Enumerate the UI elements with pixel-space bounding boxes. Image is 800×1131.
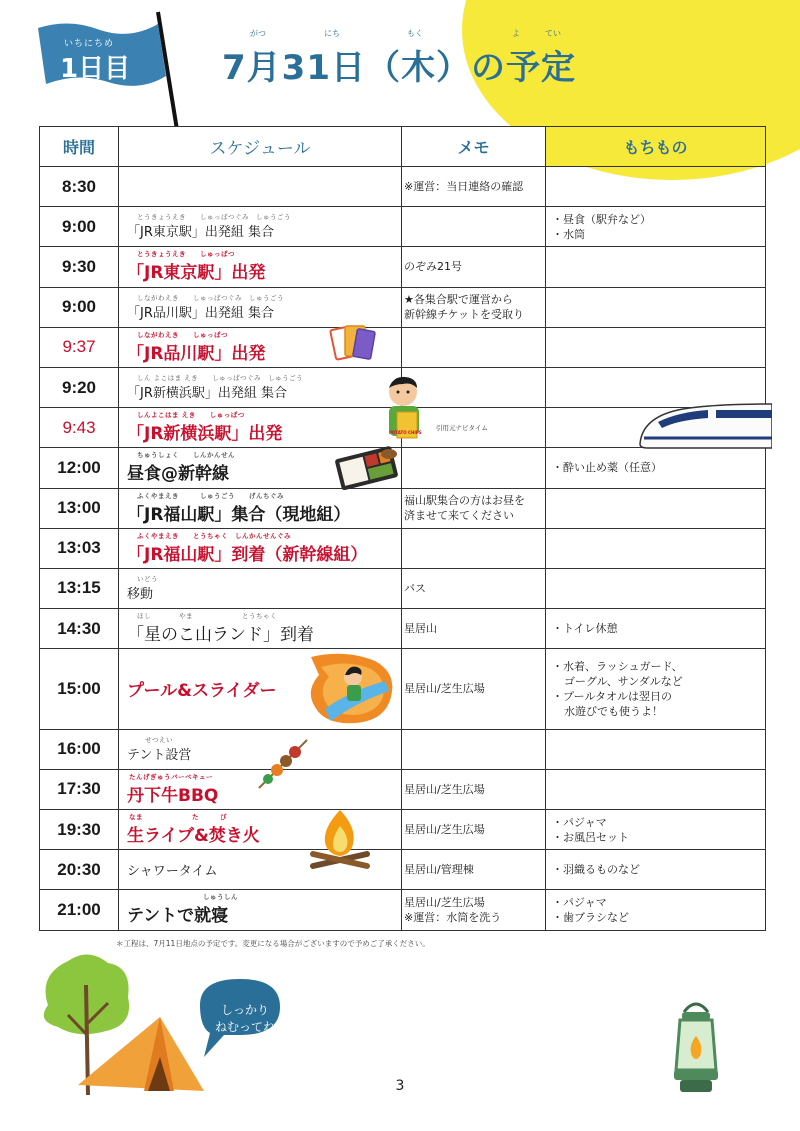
- schedule-ruby: たんげぎゅうバーベキュー: [129, 772, 213, 781]
- row-memo: [402, 448, 546, 488]
- memo-line: のぞみ21号: [404, 260, 462, 274]
- day-flag: [30, 10, 190, 140]
- item-line: ・水着、ラッシュガード、: [552, 659, 683, 673]
- row-time: 19:30: [40, 810, 119, 850]
- row-memo: [402, 609, 546, 649]
- row-memo: [402, 247, 546, 287]
- row-items: [546, 890, 766, 930]
- table-row: [40, 890, 766, 930]
- schedule-text: 「JR福山駅」集合（現地組）: [127, 504, 351, 525]
- header-schedule: スケジュール: [119, 127, 402, 167]
- item-line: ・歯ブラシなど: [552, 910, 629, 924]
- row-schedule: [119, 769, 402, 809]
- schedule-ruby: ふくやまえき しゅうごう げんちぐみ: [137, 491, 284, 500]
- row-items: [546, 448, 766, 488]
- memo-line: バス: [404, 581, 426, 595]
- bubble-line-1: しっかり: [220, 1003, 269, 1017]
- table-row: [40, 810, 766, 850]
- table-row: [40, 247, 766, 287]
- row-time: 13:03: [40, 528, 119, 568]
- row-items: [546, 528, 766, 568]
- schedule-text: プール&スライダー: [127, 681, 277, 702]
- row-items: [546, 327, 766, 367]
- memo-line: 星居山/芝生広場: [404, 782, 485, 796]
- item-line: ゴーグル、サンダルなど: [564, 674, 683, 688]
- row-memo: [402, 890, 546, 930]
- row-items: [546, 287, 766, 327]
- shinkansen-icon: [638, 396, 772, 452]
- chips-label: POTATO CHIPS: [389, 430, 422, 436]
- row-memo: [402, 327, 546, 367]
- row-memo: [402, 408, 546, 448]
- table-row: [40, 167, 766, 207]
- row-schedule: [119, 568, 402, 608]
- row-items: [546, 488, 766, 528]
- table-row: [40, 408, 766, 448]
- row-memo: [402, 649, 546, 729]
- schedule-text: 昼食@新幹線: [127, 464, 229, 485]
- schedule-text: 「星のこ山ランド」到着: [127, 625, 314, 646]
- row-memo: [402, 287, 546, 327]
- schedule-ruby: しんよこはま えき しゅっぱつ: [137, 411, 245, 420]
- flag-ruby: いちにちめ: [64, 39, 115, 49]
- row-items: [546, 769, 766, 809]
- row-time: 12:00: [40, 448, 119, 488]
- page-number: 3: [395, 1078, 405, 1094]
- schedule-text: テントで就寝: [127, 906, 229, 927]
- footnote: ＊工程は、7月11日地点の予定です。変更になる場合がございますので予めご了承ください。: [116, 939, 430, 948]
- schedule-ruby: なま た び: [129, 813, 227, 822]
- schedule-text: 「JR東京駅」出発組 集合: [127, 225, 274, 241]
- playing-cards-icon: [329, 322, 377, 366]
- memo-line: 福山駅集合の方はお昼を: [404, 494, 525, 508]
- header-items: もちもの: [546, 127, 766, 167]
- table-row: [40, 850, 766, 890]
- schedule-text: 移動: [127, 586, 154, 602]
- schedule-text: 「JR福山駅」到着（新幹線組）: [127, 544, 368, 565]
- table-row: [40, 769, 766, 809]
- item-line: ・パジャマ: [552, 815, 607, 829]
- item-line: ・パジャマ: [552, 895, 607, 909]
- table-header-row: [40, 127, 766, 167]
- row-time: 14:30: [40, 609, 119, 649]
- table-row: [40, 568, 766, 608]
- row-items: [546, 649, 766, 729]
- page-title: [222, 28, 622, 88]
- header-memo: メモ: [402, 127, 546, 167]
- row-schedule: [119, 327, 402, 367]
- row-schedule: [119, 528, 402, 568]
- row-time: 8:30: [40, 167, 119, 207]
- row-memo: [402, 729, 546, 769]
- row-schedule: [119, 810, 402, 850]
- memo-line: ★各集合駅で運営から: [404, 293, 513, 307]
- table-row: [40, 649, 766, 729]
- memo-line: 星居山: [404, 622, 437, 636]
- row-items: [546, 850, 766, 890]
- item-line: ・水筒: [552, 227, 585, 241]
- row-items: [546, 167, 766, 207]
- row-items: [546, 609, 766, 649]
- header-time: 時間: [40, 127, 119, 167]
- item-line: ・お風呂セット: [552, 830, 629, 844]
- title-ruby-5: てい: [545, 29, 561, 38]
- row-schedule: [119, 247, 402, 287]
- row-time: 20:30: [40, 850, 119, 890]
- table-row: [40, 609, 766, 649]
- row-time: 9:43: [40, 408, 119, 448]
- water-slide-icon: [305, 651, 401, 727]
- row-time: 9:20: [40, 367, 119, 407]
- schedule-ruby: ほし やま とうちゃく: [137, 612, 277, 621]
- row-time: 17:30: [40, 769, 119, 809]
- item-line: ・酔い止め薬（任意）: [552, 461, 662, 475]
- row-memo: [402, 528, 546, 568]
- schedule-ruby: ちゅうしょく しんかんせん: [137, 451, 235, 460]
- row-time: 15:00: [40, 649, 119, 729]
- row-time: 9:00: [40, 207, 119, 247]
- row-time: 9:00: [40, 287, 119, 327]
- schedule-text: テント設営: [127, 747, 192, 763]
- title-text: 7月31日（木）の予定: [222, 48, 576, 88]
- schedule-text: シャワータイム: [127, 864, 218, 880]
- row-time: 16:00: [40, 729, 119, 769]
- table-row: [40, 729, 766, 769]
- row-memo: [402, 167, 546, 207]
- schedule-text: 「JR東京駅」出発: [127, 263, 266, 284]
- item-line: ・プールタオルは翌日の: [552, 689, 673, 703]
- row-memo: [402, 568, 546, 608]
- schedule-ruby: しん よこはま えき しゅっぱつぐみ しゅうごう: [137, 374, 304, 383]
- row-memo: [402, 488, 546, 528]
- item-line: ・羽織るものなど: [552, 863, 640, 877]
- table-row: [40, 488, 766, 528]
- row-schedule: [119, 488, 402, 528]
- schedule-ruby: しゅうしん: [203, 893, 238, 902]
- row-schedule: [119, 207, 402, 247]
- schedule-text: 「JR品川駅」出発: [127, 343, 266, 364]
- speech-bubble-text: [200, 1002, 290, 1036]
- row-memo: [402, 769, 546, 809]
- row-items: [546, 568, 766, 608]
- table-row: [40, 207, 766, 247]
- memo-line: 星居山/管理棟: [404, 863, 474, 877]
- row-schedule: [119, 729, 402, 769]
- schedule-ruby: いどう: [137, 574, 158, 583]
- schedule-ruby: とうきょうえき しゅっぱつ: [137, 250, 235, 259]
- schedule-ruby: しながわえき しゅっぱつ: [137, 330, 228, 339]
- schedule-text: 「JR新横浜駅」出発: [127, 424, 283, 445]
- row-time: 9:37: [40, 327, 119, 367]
- table-row: [40, 528, 766, 568]
- title-ruby-3: もく: [407, 29, 423, 38]
- title-ruby-2: にち: [324, 29, 340, 38]
- title-ruby-1: がつ: [250, 29, 266, 38]
- flag-label: 1日目: [60, 54, 131, 84]
- row-items: [546, 207, 766, 247]
- memo-line: 星居山/芝生広場: [404, 895, 485, 909]
- memo-line: 星居山/芝生広場: [404, 682, 485, 696]
- bento-box-icon: [333, 442, 401, 490]
- row-schedule: [119, 448, 402, 488]
- schedule-ruby: しながわえき しゅっぱつぐみ しゅうごう: [137, 293, 284, 302]
- row-memo: [402, 207, 546, 247]
- schedule-text: 「JR新横浜駅」出発組 集合: [127, 386, 287, 402]
- row-items: [546, 408, 766, 448]
- memo-line: 済ませて来てください: [404, 509, 514, 523]
- table-row: [40, 327, 766, 367]
- lantern-icon: [668, 1000, 724, 1096]
- schedule-text: 「JR品川駅」出発組 集合: [127, 305, 274, 321]
- image-credit: 引用元ナビタイム: [436, 424, 488, 433]
- title-ruby-4: よ: [512, 29, 520, 38]
- schedule-ruby: とうきょうえき しゅっぱつぐみ しゅうごう: [137, 213, 291, 222]
- item-line: ・トイレ休憩: [552, 622, 618, 636]
- row-schedule: [119, 850, 402, 890]
- row-time: 13:15: [40, 568, 119, 608]
- row-items: [546, 247, 766, 287]
- memo-line: 星居山/芝生広場: [404, 823, 485, 837]
- memo-line: ※運営：当日連絡の確認: [404, 180, 524, 194]
- schedule-text: 生ライブ&焚き火: [127, 826, 260, 847]
- title-ruby: [222, 28, 622, 40]
- row-time: 21:00: [40, 890, 119, 930]
- row-memo: [402, 810, 546, 850]
- table-row: [40, 287, 766, 327]
- row-time: 13:00: [40, 488, 119, 528]
- memo-line: 新幹線チケットを受取り: [404, 308, 525, 322]
- schedule-text: 丹下牛BBQ: [127, 785, 219, 806]
- row-schedule: [119, 649, 402, 729]
- row-memo: [402, 850, 546, 890]
- bubble-line-2: ねむってね: [214, 1020, 275, 1034]
- row-schedule: [119, 609, 402, 649]
- row-schedule: [119, 167, 402, 207]
- schedule-table: [39, 126, 766, 931]
- schedule-ruby: せつえい: [145, 735, 173, 744]
- schedule-ruby: ふくやまえき とうちゃく しんかんせんぐみ: [137, 531, 291, 540]
- row-time: 9:30: [40, 247, 119, 287]
- row-items: [546, 810, 766, 850]
- row-schedule: [119, 367, 402, 407]
- table-row: [40, 448, 766, 488]
- item-line: 水遊びでも使うよ！: [564, 704, 663, 718]
- memo-line: ※運営：水筒を洗う: [404, 910, 502, 924]
- row-items: [546, 729, 766, 769]
- item-line: ・昼食（駅弁など）: [552, 212, 651, 226]
- row-schedule: [119, 890, 402, 930]
